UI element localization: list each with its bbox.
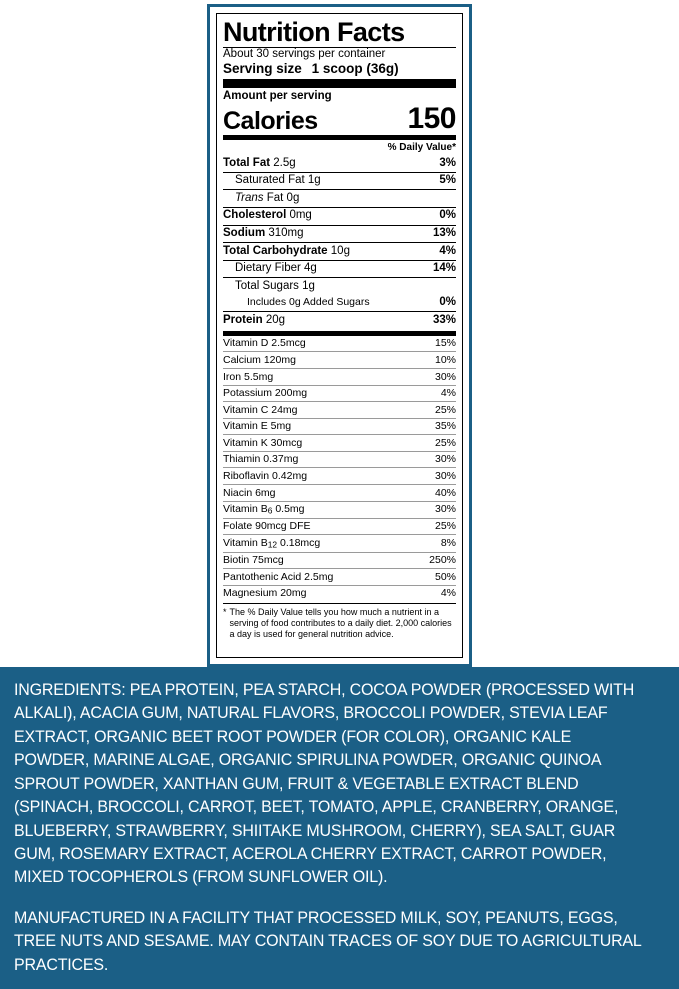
table-row [223,568,456,585]
nutrient-label: Vitamin C 24mg [223,403,298,416]
table-row [223,434,456,451]
nutrient-label: Biotin 75mcg [223,554,284,567]
table-row [223,189,456,207]
table-row [223,534,456,551]
nutrient-dv: 25% [434,436,456,449]
nutrient-label: Vitamin K 30mcg [223,436,303,449]
allergen-statement: MANUFACTURED IN A FACILITY THAT PROCESSED MILK, SOY, PEANUTS, EGGS, TREE NUTS AND SESAME. MAY CONTAIN TRACES OF SOY DUE TO AGRICULTURAL PRACTICES. [14,908,642,974]
nutrient-label: Vitamin E 5mg [223,420,292,433]
table-row [223,401,456,418]
ingredients-block [0,667,679,989]
table-row [223,518,456,535]
daily-value-header: % Daily Value* [387,142,456,154]
table-row [223,552,456,569]
nutrition-facts-panel [207,4,472,667]
nutrition-facts-inner [216,13,463,658]
serving-size-label: Serving size [223,61,302,77]
calories-row [223,101,456,135]
nutrient-label: Vitamin D 2.5mcg [223,337,306,350]
nutrition-facts-title: Nutrition Facts [223,17,405,47]
daily-value-footnote [223,604,456,640]
nutrient-dv: 0% [439,296,456,309]
nutrient-label: Vitamin B12 0.18mcg [223,537,321,550]
nutrient-label: Total Sugars 1g [235,279,315,292]
nutrient-label: Potassium 200mg [223,387,308,400]
nutrient-dv: 250% [429,554,456,567]
nutrient-dv: 10% [434,354,456,367]
nutrient-label: Riboflavin 0.42mg [223,469,308,482]
table-row [223,225,456,243]
nutrient-label: Saturated Fat 1g [235,174,321,187]
nutrient-label: Folate 90mcg DFE [223,520,311,533]
table-row [223,418,456,435]
nutrient-dv: 30% [434,370,456,383]
nutrient-label: Niacin 6mg [223,486,276,499]
nutrient-dv: 4% [440,387,456,400]
nutrient-dv: 13% [432,227,456,239]
nutrient-dv: 15% [434,337,456,350]
vitamin-mineral-table [223,336,456,602]
nutrient-dv: 14% [432,262,456,275]
footnote-text: The % Daily Value tells you how much a nutrient in a serving of food contributes to a daily diet. 2,000 calories a day is used for general nutrition advice. [229,607,452,640]
servings-per-container: About 30 servings per container [223,48,386,61]
serving-size-row [223,61,456,77]
ingredients-list: INGREDIENTS: PEA PROTEIN, PEA STARCH, COCOA POWDER (PROCESSED WITH ALKALI), ACACIA GUM, NATURAL FLAVORS, BROCCOLI POWDER, STEVIA LEAF EXTRACT, ORGANIC BEET ROOT POWDER (FOR COLOR), ORGANIC KALE POWDER, MARINE ALGAE, ORGANIC SPIRULINA POWDER, ORGANIC QUINOA SPROUT POWDER, XANTHAN GUM, FRUIT & VEGETABLE EXTRACT BLEND (SPINACH, BROCCOLI, CARROT, BEET, TOMATO, APPLE, CRANBERRY, ORANGE, BLUEBERRY, STRAWBERRY, SHIITAKE MUSHROOM, CHERRY), SEA SALT, GUAR GUM, ROSEMARY EXTRACT, ACEROLA CHERRY EXTRACT, CARROT POWDER, MIXED TOCOPHEROLS (FROM SUNFLOWER OIL). [14,681,635,887]
nutrient-dv: 25% [434,520,456,533]
nutrient-dv: 35% [434,420,456,433]
nutrient-label: Dietary Fiber 4g [235,262,317,275]
nutrient-label: Includes 0g Added Sugars [247,296,370,309]
nutrient-dv: 0% [439,209,456,222]
nutrient-dv: 30% [434,503,456,516]
table-row [223,311,456,329]
nutrient-label: Protein 20g [223,313,286,326]
nutrient-label: Sodium 310mg [223,227,304,239]
table-row [223,585,456,602]
nutrient-dv: 40% [434,486,456,499]
nutrient-label: Calcium 120mg [223,354,296,367]
serving-size-value: 1 scoop (36g) [311,61,399,77]
nutrient-dv: 4% [440,587,456,600]
table-row [223,207,456,225]
table-row [223,260,456,278]
nutrient-label: Vitamin B6 0.5mg [223,503,305,516]
table-row [223,295,456,312]
table-row [223,172,456,190]
nutrient-dv: 3% [439,156,456,169]
table-row [223,336,456,352]
nutrient-label: Trans Fat 0g [235,191,300,204]
nutrient-dv: 4% [439,244,456,257]
main-nutrient-table [223,155,456,329]
nutrient-label: Thiamin 0.37mg [223,453,299,466]
nutrient-label: Magnesium 20mg [223,587,307,600]
divider-thick-1 [223,79,456,88]
nutrient-label: Total Fat 2.5g [223,156,296,169]
nutrient-dv: 30% [434,453,456,466]
footnote-marker: * [223,607,227,618]
table-row [223,484,456,501]
nutrient-dv: 8% [440,537,456,549]
nutrient-label: Pantothenic Acid 2.5mg [223,570,334,583]
table-row [223,155,456,172]
nutrient-dv: 50% [434,570,456,583]
table-row [223,385,456,402]
table-row [223,467,456,484]
table-row [223,451,456,468]
nutrient-dv: 25% [434,403,456,416]
calories-value: 150 [407,101,456,135]
nutrient-dv: 5% [439,174,456,187]
nutrient-label: Cholesterol 0mg [223,209,312,222]
table-row [223,351,456,368]
table-row [223,501,456,518]
amount-per-serving-label: Amount per serving [223,90,332,103]
table-row [223,277,456,295]
nutrient-dv: 30% [434,469,456,482]
table-row [223,242,456,260]
nutrient-dv: 33% [432,313,456,326]
calories-label: Calories [223,106,318,135]
nutrient-label: Iron 5.5mg [223,370,274,383]
table-row [223,368,456,385]
nutrient-label: Total Carbohydrate 10g [223,244,350,257]
